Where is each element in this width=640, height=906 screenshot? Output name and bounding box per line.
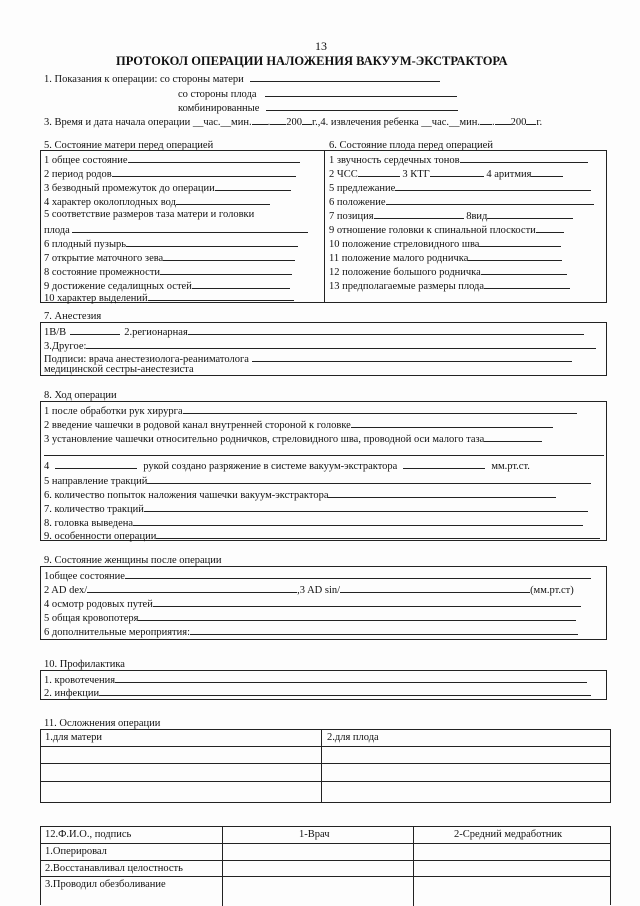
course-row-7: 7. количество тракций — [44, 502, 588, 516]
post-op-row-1: 1общее состояние — [44, 569, 591, 583]
prophylaxis-box — [40, 670, 607, 700]
course-row-2: 2 введение чашечки в родовой канал внутренней стороной к головке — [44, 418, 553, 432]
anesthesia-row-1: 1В/В 2.регионарная — [44, 325, 584, 339]
section-7-heading: 7. Анестезия — [44, 311, 102, 322]
complications-table — [40, 729, 611, 803]
indications-combined-field[interactable] — [266, 100, 458, 111]
fetus-item-10: 10 положение стреловидного шва — [329, 237, 561, 251]
indications-label: 1. Показания к операции: со стороны матери — [44, 74, 244, 85]
fetus-item-6: 6 положение — [329, 195, 594, 209]
personnel-row-operated: 1.Оперировал — [45, 846, 107, 857]
mother-item-9: 9 достижение седалищных остей — [44, 279, 290, 293]
extract-year-prefix: 200 — [510, 117, 527, 128]
mother-item-1: 1 общее состояние — [44, 153, 300, 167]
prophylaxis-bleeding: 1. кровотечения — [44, 673, 587, 687]
course-row-8: 8. головка выведена — [44, 516, 583, 530]
course-row-1: 1 после обработки рук хирурга — [44, 404, 577, 418]
indications-fetus-row — [178, 86, 457, 101]
fetus-item-11: 11 положение малого родничка — [329, 251, 562, 265]
course-row-9: 9. особенности операции — [44, 529, 600, 543]
personnel-row-restored: 2.Восстанавливал целостность — [45, 863, 183, 874]
page-title: ПРОТОКОЛ ОПЕРАЦИИ НАЛОЖЕНИЯ ВАКУУМ-ЭКСТРАКТОРА — [116, 54, 508, 68]
section-6-heading: 6. Состояние плода перед операцией — [329, 140, 493, 151]
post-op-row-5: 6 дополнительные мероприятия: — [44, 625, 578, 639]
fetus-item-5: 5 предлежание — [329, 181, 591, 195]
start-day-field[interactable] — [252, 114, 268, 125]
post-op-box — [40, 566, 607, 640]
extract-day-field[interactable] — [480, 114, 492, 125]
section-11-heading: 11. Осложнения операции — [44, 718, 161, 729]
mother-item-10: 10 характер выделений — [44, 291, 294, 305]
fetus-item-2: 2 ЧСС 3 КТГ 4 аритмия — [329, 167, 563, 181]
time-extract-label: г.,4. извлечения ребенка __час.__мин. — [311, 117, 481, 128]
indications-row — [44, 71, 440, 86]
page-number: 13 — [315, 39, 327, 53]
indications-fetus-field[interactable] — [265, 86, 457, 97]
extract-month-field[interactable] — [495, 114, 511, 125]
fetus-item-9: 9 отношение головки к спинальной плоскости — [329, 223, 564, 237]
year-suffix: г. — [536, 117, 543, 128]
extract-year-field[interactable] — [526, 114, 536, 125]
indications-mother-field[interactable] — [250, 71, 440, 82]
complications-mother-header: 1.для матери — [45, 732, 102, 743]
mother-item-5b: плода — [44, 223, 308, 237]
course-row-4: 4 рукой создано разряжение в системе вакуум-экстрактора мм.рт.ст. — [44, 461, 530, 472]
section-10-heading: 10. Профилактика — [44, 659, 125, 670]
personnel-table — [40, 826, 611, 905]
mother-item-6: 6 плодный пузырь — [44, 237, 298, 251]
mother-item-2: 2 период родов — [44, 167, 296, 181]
start-month-field[interactable] — [270, 114, 286, 125]
personnel-header-name: 12.Ф.И.О., подпись — [45, 829, 132, 840]
fetus-item-13: 13 предполагаемые размеры плода — [329, 279, 570, 293]
mother-item-5: 5 соответствие размеров таза матери и головки — [44, 209, 255, 220]
course-row-5: 5 направление тракций — [44, 474, 591, 488]
indications-combined-row — [178, 100, 458, 115]
complications-fetus-header: 2.для плода — [327, 732, 379, 743]
section-9-heading: 9. Состояние женщины после операции — [44, 555, 222, 566]
indications-fetus-label: со стороны плода — [178, 89, 257, 100]
operation-time-row: 3. Время и дата начала операции __час.__мин. . 200 г.,4. извлечения ребенка __час.__мин. . 200 г. — [44, 114, 542, 129]
personnel-header-doctor: 1-Врач — [299, 829, 330, 840]
course-row-6: 6. количество попыток наложения чашечки вакуум-экстрактора — [44, 488, 556, 502]
start-year-field[interactable] — [302, 114, 312, 125]
post-op-row-2: 2 AD dex/ ,3 AD sin/ (мм.рт.ст) — [44, 585, 574, 596]
anesthesia-signature-doctor: Подписи: врача анестезиолога-реаниматолога — [44, 352, 572, 366]
fetus-item-7: 7 позиция 8вид — [329, 209, 573, 223]
personnel-row-anesthesia: 3.Проводил обезболивание — [45, 879, 166, 890]
sections-5-6-box — [40, 150, 607, 303]
post-op-row-4: 5 общая кровопотеря — [44, 611, 576, 625]
anesthesia-row-2: 3.Другое: — [44, 339, 596, 353]
mother-item-7: 7 открытие маточного зева — [44, 251, 295, 265]
operation-course-box — [40, 401, 607, 541]
fetus-item-1: 1 звучность сердечных тонов — [329, 153, 588, 167]
prophylaxis-infection: 2. инфекции — [44, 686, 591, 700]
section-5-heading: 5. Состояние матери перед операцией — [44, 140, 214, 151]
mother-item-3: 3 безводный промежуток до операции — [44, 181, 291, 195]
course-row-3: 3 установление чашечки относительно родничков, стреловидного шва, проводной оси малого таза — [44, 432, 542, 446]
mother-item-4: 4 характер околоплодных вод — [44, 195, 270, 209]
personnel-header-nurse: 2-Средний медработник — [454, 829, 563, 840]
anesthesia-signature-nurse: медицинской сестры-анестезиста — [44, 364, 194, 375]
start-year-prefix: 200 — [286, 117, 302, 128]
fetus-item-12: 12 положение большого родничка — [329, 265, 567, 279]
mother-item-8: 8 состояние промежности — [44, 265, 292, 279]
post-op-row-3: 4 осмотр родовых путей — [44, 597, 581, 611]
time-start-label: 3. Время и дата начала операции __час.__мин. — [44, 117, 252, 128]
indications-combined-label: комбинированные — [178, 103, 260, 114]
anesthesia-box — [40, 322, 607, 376]
section-8-heading: 8. Ход операции — [44, 390, 117, 401]
